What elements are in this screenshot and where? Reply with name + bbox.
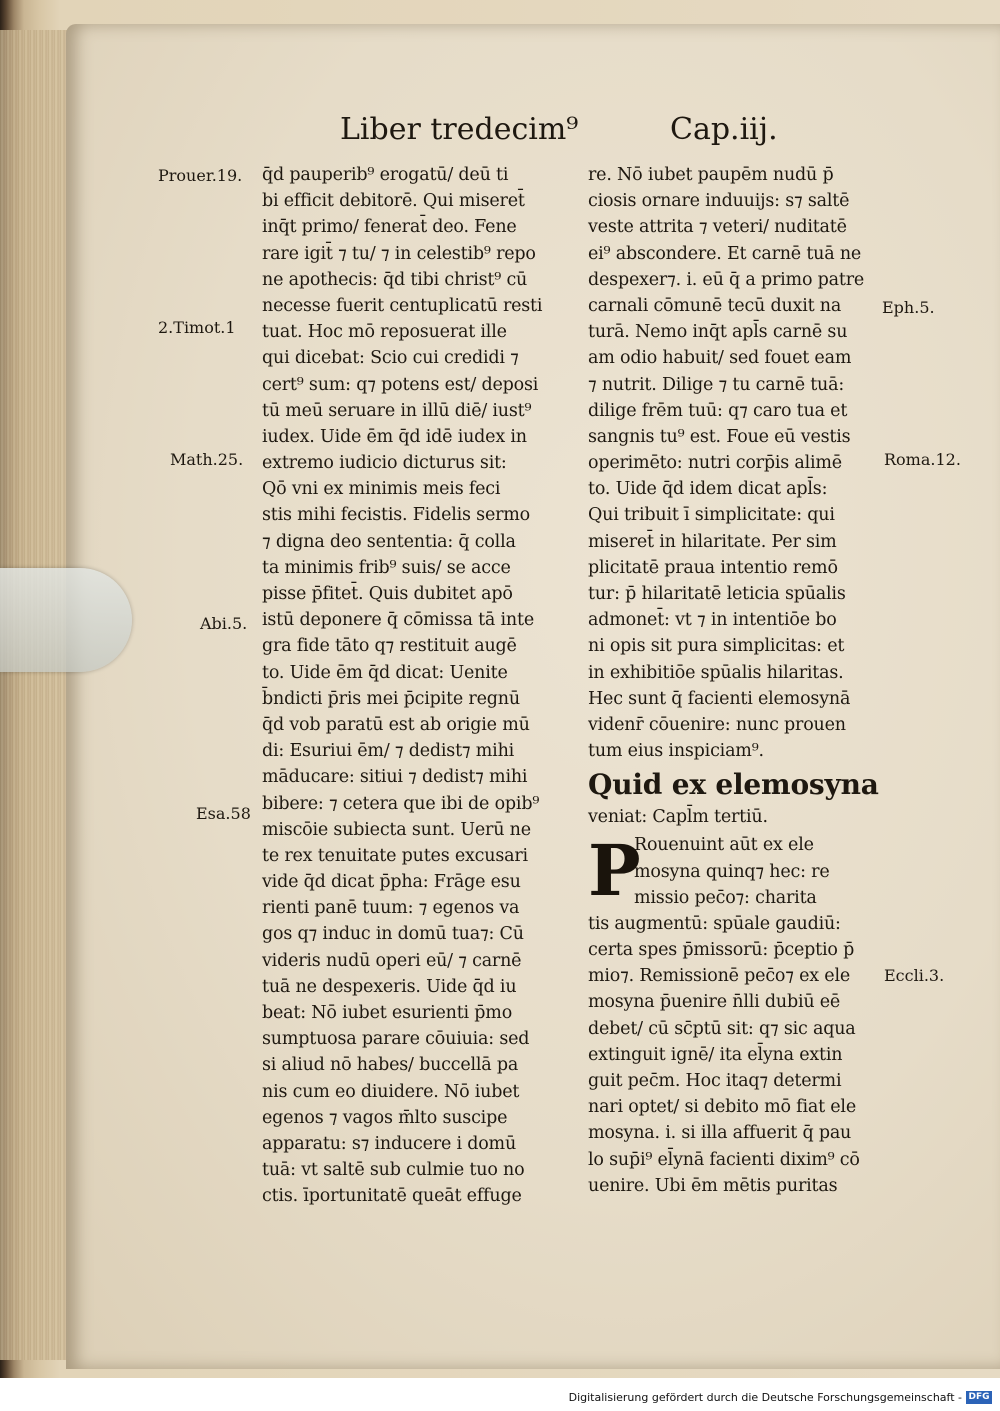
- text-line: tuā ne despexeris. Uide q̄d iu: [262, 976, 517, 997]
- text-line: rienti panē tuum: ⁊ egenos va: [262, 898, 520, 919]
- text-line: Hec sunt q̄ facienti elemosynā: [588, 688, 851, 709]
- margin-note: Esa.58: [196, 804, 251, 823]
- text-line: tuā: vt saltē sub culmie tuo no: [262, 1160, 525, 1181]
- text-line: q̄d pauperib⁹ erogatū/ deū ti: [262, 165, 509, 185]
- text-line: nari optet/ si debito mō fiat ele: [588, 1097, 856, 1118]
- text-line: carnali cōmunē tecū duxit na: [588, 295, 842, 316]
- initial-letter: P: [588, 829, 641, 913]
- text-line: māducare: sitiui ⁊ dedist⁊ mihi: [262, 767, 528, 788]
- text-line: vide q̄d dicat p̄pha: Frāge esu: [262, 872, 521, 893]
- dfg-logo-icon: DFG: [966, 1391, 992, 1404]
- text-line: tū meū seruare in illū diē/ iust⁹: [262, 400, 532, 421]
- text-line: ne apothecis: q̄d tibi christ⁹ cū: [262, 269, 528, 290]
- text-line: tis augmentū: spūale gaudiū:: [588, 913, 841, 934]
- footer-text: Digitalisierung gefördert durch die Deutsche Forschungsgemeinschaft -: [568, 1390, 962, 1404]
- text-line: apparatu: s⁊ inducere i domū: [262, 1133, 517, 1154]
- text-line: si aliud nō habes/ buccellā pa: [262, 1055, 519, 1076]
- text-line: beat: Nō iubet esurienti p̄mo: [262, 1003, 513, 1023]
- text-line: egenos ⁊ vagos m̄lto suscipe: [262, 1107, 508, 1128]
- text-line: tuat. Hoc mō reposuerat ille: [262, 322, 507, 343]
- text-line: ctis. īportunitatē queāt effuge: [262, 1186, 522, 1207]
- text-line: te rex tenuitate putes excusari: [262, 845, 528, 866]
- text-line: b̄ndicti p̄ris mei p̄cipite regnū: [262, 688, 520, 709]
- margin-note: Math.25.: [170, 450, 244, 469]
- text-line: ta minimis frib⁹ suis/ se acce: [262, 557, 511, 578]
- margin-note: Prouer.19.: [158, 166, 243, 185]
- text-line: ei⁹ abscondere. Et carnē tuā ne: [588, 243, 862, 264]
- text-line: in exhibitiōe spūalis hilaritas.: [588, 662, 844, 683]
- margin-note: 2.Timot.1: [158, 318, 236, 337]
- text-line: pisse p̄fitet̄. Quis dubitet apō: [262, 584, 513, 604]
- text-line: Qō vni ex minimis meis feci: [262, 479, 501, 500]
- text-line: mosyna quinq⁊ hec: re: [634, 861, 830, 882]
- text-line: tur: p̄ hilaritatē leticia spūalis: [588, 584, 846, 604]
- text-line: lo sup̄i⁹ el̄ynā facienti dixim⁹ cō: [588, 1149, 860, 1170]
- text-line: sumptuosa parare cōuiuia: sed: [262, 1029, 530, 1050]
- text-line: am odio habuit/ sed fouet eam: [588, 348, 852, 369]
- text-line: re. Nō iubet paupēm nudū p̄: [588, 165, 834, 185]
- text-line: uenire. Ubi ēm mētis puritas: [588, 1175, 838, 1196]
- margin-note: Eccli.3.: [884, 966, 945, 985]
- text-line: bi efficit debitorē. Qui miseret̄: [262, 191, 525, 212]
- text-line: guit pec̄m. Hoc itaq⁊ determi: [588, 1071, 842, 1091]
- text-line: extinguit ignē/ ita el̄yna extin: [588, 1044, 843, 1065]
- text-line: to. Uide q̄d idem dicat apl̄s:: [588, 479, 828, 500]
- text-line: q̄d vob paratū est ab origie mū: [262, 714, 530, 735]
- text-line: necesse fuerit centuplicatū resti: [262, 295, 543, 316]
- text-line: admonet̄: vt ⁊ in intentiōe bo: [588, 610, 837, 631]
- text-line: iudex. Uide ēm q̄d idē iudex in: [262, 426, 527, 447]
- text-line: inq̄t primo/ fenerat̄ deo. Fene: [262, 217, 517, 238]
- margin-note: Abi.5.: [200, 614, 248, 633]
- text-line: tum eius inspiciam⁹.: [588, 741, 764, 762]
- text-line: sangnis tu⁹ est. Foue eū vestis: [588, 426, 851, 447]
- text-line: cert⁹ sum: q⁊ potens est/ deposi: [262, 374, 539, 395]
- text-line: miscōie subiecta sunt. Uerū ne: [262, 819, 531, 840]
- page-clip: [0, 568, 132, 672]
- text-line: di: Esuriui ēm/ ⁊ dedist⁊ mihi: [262, 741, 515, 762]
- text-line: to. Uide ēm q̄d dicat: Uenite: [262, 662, 508, 683]
- margin-note: Eph.5.: [882, 298, 935, 317]
- text-line: videris nudū operi eū/ ⁊ carnē: [262, 950, 522, 971]
- running-head: [340, 112, 778, 147]
- text-line: mosyna p̄uenire n̄lli dubiū eē: [588, 992, 841, 1013]
- text-line: turā. Nemo inq̄t apl̄s carnē su: [588, 322, 848, 343]
- text-line: videnr̄ cōuenire: nunc prouen: [588, 714, 846, 735]
- text-line: istū deponere q̄ cōmissa tā inte: [262, 610, 534, 631]
- text-column-right: [588, 162, 880, 1199]
- text-line: certa spes p̄missorū: p̄ceptio p̄: [588, 940, 855, 961]
- text-line: extremo iudicio dicturus sit:: [262, 453, 507, 474]
- text-line: nis cum eo diuidere. Nō iubet: [262, 1081, 520, 1102]
- initial-block: [588, 829, 880, 913]
- text-line: despexer⁊. i. eū q̄ a primo patre: [588, 269, 865, 290]
- text-line: Rouenuint aūt ex ele: [634, 835, 814, 856]
- text-line: operimēto: nutri corp̄is alimē: [588, 453, 842, 474]
- text-line: bibere: ⁊ cetera que ibi de opib⁹: [262, 793, 540, 814]
- chapter-subheading: veniat: Capl̄m tertiū.: [588, 807, 768, 828]
- text-line: gos q⁊ induc in domū tua⁊: Cū: [262, 924, 524, 945]
- page-edges: [0, 30, 68, 1360]
- running-head-title: Liber tredecim⁹: [340, 112, 579, 147]
- text-line: plicitatē praua intentio remō: [588, 557, 838, 578]
- text-line: veste attrita ⁊ veteri/ nuditatē: [588, 217, 847, 238]
- text-line: Qui tribuit ī simplicitate: qui: [588, 505, 835, 526]
- text-line: missio pec̄o⁊: charita: [634, 887, 817, 908]
- margin-note: Roma.12.: [884, 450, 961, 469]
- text-line: dilige frēm tuū: q⁊ caro tua et: [588, 400, 848, 421]
- running-head-chapter: Cap.iij.: [670, 112, 778, 147]
- footer-credit: [569, 1389, 992, 1405]
- text-column-left: [262, 162, 574, 1210]
- text-line: debet/ cū sc̄ptū sit: q⁊ sic aqua: [588, 1018, 856, 1039]
- text-line: ni opis sit pura simplicitas: et: [588, 636, 845, 657]
- text-line: qui dicebat: Scio cui credidi ⁊: [262, 348, 519, 369]
- text-line: rare igit̄ ⁊ tu/ ⁊ in celestib⁹ repo: [262, 243, 536, 264]
- text-line: ciosis ornare induuijs: s⁊ saltē: [588, 191, 850, 212]
- text-line: gra fide tāto q⁊ restituit augē: [262, 636, 517, 657]
- text-line: miseret̄ in hilaritate. Per sim: [588, 531, 837, 552]
- text-line: mosyna. i. si illa affuerit q̄ pau: [588, 1123, 852, 1144]
- text-line: ⁊ nutrit. Dilige ⁊ tu carnē tuā:: [588, 374, 845, 395]
- text-line: ⁊ digna deo sententia: q̄ colla: [262, 531, 516, 552]
- text-line: mio⁊. Remissionē pec̄o⁊ ex ele: [588, 966, 851, 987]
- chapter-heading: Quid ex elemosyna: [588, 768, 879, 802]
- text-line: stis mihi fecistis. Fidelis sermo: [262, 505, 530, 526]
